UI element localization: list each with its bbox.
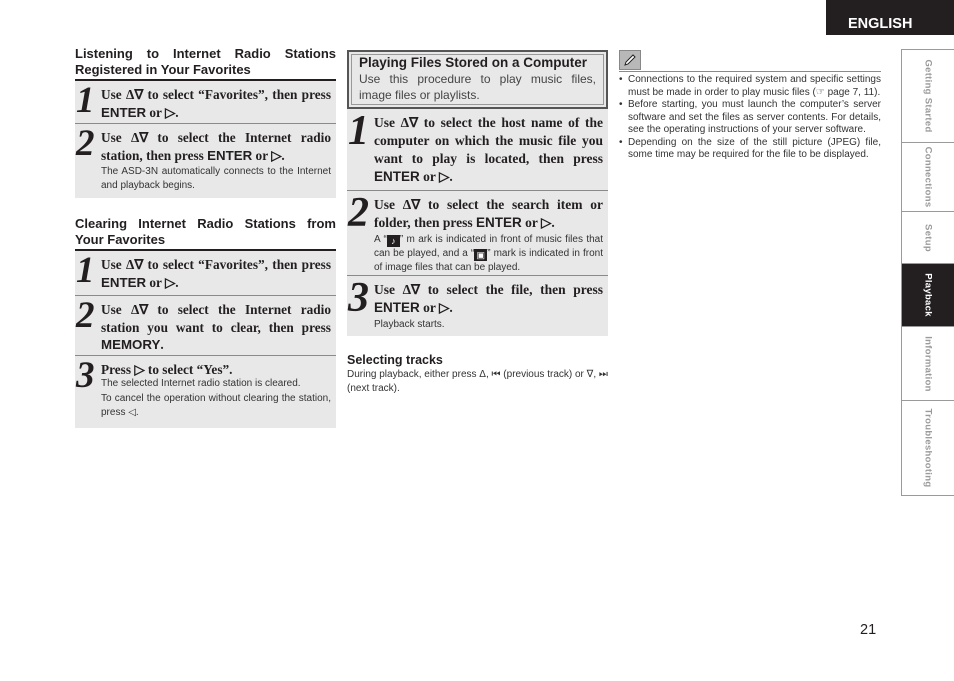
step-instruction: Use Δ∇ to select the host name of the computer on which the music file you want to play is located, then press ENTER or ▷. [374, 115, 604, 184]
step-number: 1 [76, 250, 95, 291]
section-header-box [347, 50, 608, 109]
step-note: The selected Internet radio station is cleared. [101, 377, 301, 389]
steps-group [75, 251, 336, 428]
language-tab [826, 0, 954, 35]
enter-key-label: ENTER [374, 169, 420, 184]
enter-key-label: ENTER [476, 215, 522, 230]
section-title-line: Your Favorites [75, 232, 166, 247]
note-item: • Connections to the required system and specific settings must be made in order to play music files (☞ page 7, 11). [619, 74, 881, 99]
section-title: Playing Files Stored on a Computer [359, 55, 588, 70]
step-instruction: Press ▷ to select “Yes”. [101, 362, 233, 377]
up-down-arrow-icon: Δ∇ [130, 302, 149, 317]
sidebar-tab-information[interactable]: Information [901, 327, 954, 401]
chapter-sidebar [901, 49, 954, 496]
step-instruction: Use Δ∇ to select the file, then press ENTER or ▷. [374, 282, 603, 315]
sidebar-tab-setup[interactable]: Setup [901, 212, 954, 264]
step-note: The ASD-3N automatically connects to the Internet and playback begins. [101, 166, 331, 191]
step-2 [347, 191, 608, 276]
enter-key-label: ENTER [207, 147, 253, 163]
step-1 [75, 251, 336, 296]
subsection-text: During playback, either press Δ, ⏮ (previous track) or ∇, ⏭ (next track). [347, 369, 608, 394]
section-title-line: Clearing Internet Radio Stations from [75, 216, 336, 231]
notes-list [619, 74, 881, 162]
step-number: 1 [348, 108, 369, 154]
section-title-line: Listening to Internet Radio Stations [75, 46, 336, 61]
step-3 [75, 356, 336, 428]
note-item: • Before starting, you must launch the computer’s server software and set the files as server contents. For details, see the operating instructions of your server software. [619, 99, 881, 137]
note-item: • Depending on the size of the still picture (JPEG) file, some time may be required for the file to be displayed. [619, 137, 881, 162]
sidebar-tab-getting-started[interactable]: Getting Started [901, 49, 954, 143]
pencil-memo-icon [619, 50, 641, 70]
steps-group [75, 81, 336, 198]
step-number: 2 [348, 190, 369, 236]
steps-group [347, 109, 608, 336]
up-down-arrow-icon: Δ∇ [402, 197, 421, 212]
step-instruction: Use Δ∇ to select the search item or folder, then press ENTER or ▷. [374, 197, 604, 230]
step-1 [75, 81, 336, 124]
up-down-arrow-icon: Δ∇ [125, 257, 144, 272]
step-number: 1 [76, 80, 95, 121]
language-label: ENGLISH [848, 16, 913, 32]
divider [619, 71, 881, 72]
subsection-title: Selecting tracks [347, 353, 443, 367]
enter-key-label: ENTER [101, 274, 147, 290]
step-number: 2 [76, 123, 95, 164]
image-file-icon: ▣ [474, 249, 487, 261]
page-number: 21 [860, 622, 877, 638]
notes-column [619, 50, 881, 162]
middle-column [347, 50, 608, 396]
section-title-favorites-clear [75, 216, 336, 251]
step-3 [347, 276, 608, 336]
step-number: 2 [76, 295, 95, 336]
section-subtitle: Use this procedure to play music files, image files or playlists. [359, 72, 596, 102]
step-instruction: Use Δ∇ to select the Internet radio station, then press ENTER or ▷. [101, 130, 331, 163]
step-note: Playback starts. [374, 319, 445, 330]
step-2 [75, 296, 336, 356]
sidebar-tab-troubleshooting[interactable]: Troubleshooting [901, 401, 954, 496]
left-column [75, 46, 336, 428]
step-2 [75, 124, 336, 198]
step-instruction: Use Δ∇ to select the Internet radio station you want to clear, then press MEMORY. [101, 302, 331, 352]
enter-key-label: ENTER [101, 104, 147, 120]
step-1 [347, 109, 608, 191]
up-down-arrow-icon: Δ∇ [130, 130, 149, 145]
sidebar-tab-playback[interactable]: Playback [901, 264, 954, 327]
step-number: 3 [348, 275, 369, 321]
up-down-arrow-icon: Δ∇ [400, 115, 419, 130]
step-note: To cancel the operation without clearing the station, press ◁. [101, 392, 331, 418]
step-number: 3 [76, 355, 95, 396]
enter-key-label: ENTER [374, 300, 420, 315]
up-down-arrow-icon: Δ∇ [402, 282, 421, 297]
step-instruction: Use Δ∇ to select “Favorites”, then press ENTER or ▷. [101, 257, 331, 290]
music-file-icon: ♪ [387, 235, 400, 247]
section-title-favorites-listen [75, 46, 336, 81]
sidebar-tab-connections[interactable]: Connections [901, 143, 954, 212]
step-instruction: Use Δ∇ to select “Favorites”, then press ENTER or ▷. [101, 87, 331, 120]
section-title-line: Registered in Your Favorites [75, 62, 251, 77]
up-down-arrow-icon: Δ∇ [125, 87, 144, 102]
step-note: A “ ♪ ” m ark is indicated in front of music files that can be played, and a “ ▣ ” mark is indicated in front of image files that can be played. [374, 234, 604, 273]
memory-key-label: MEMORY [101, 337, 161, 352]
